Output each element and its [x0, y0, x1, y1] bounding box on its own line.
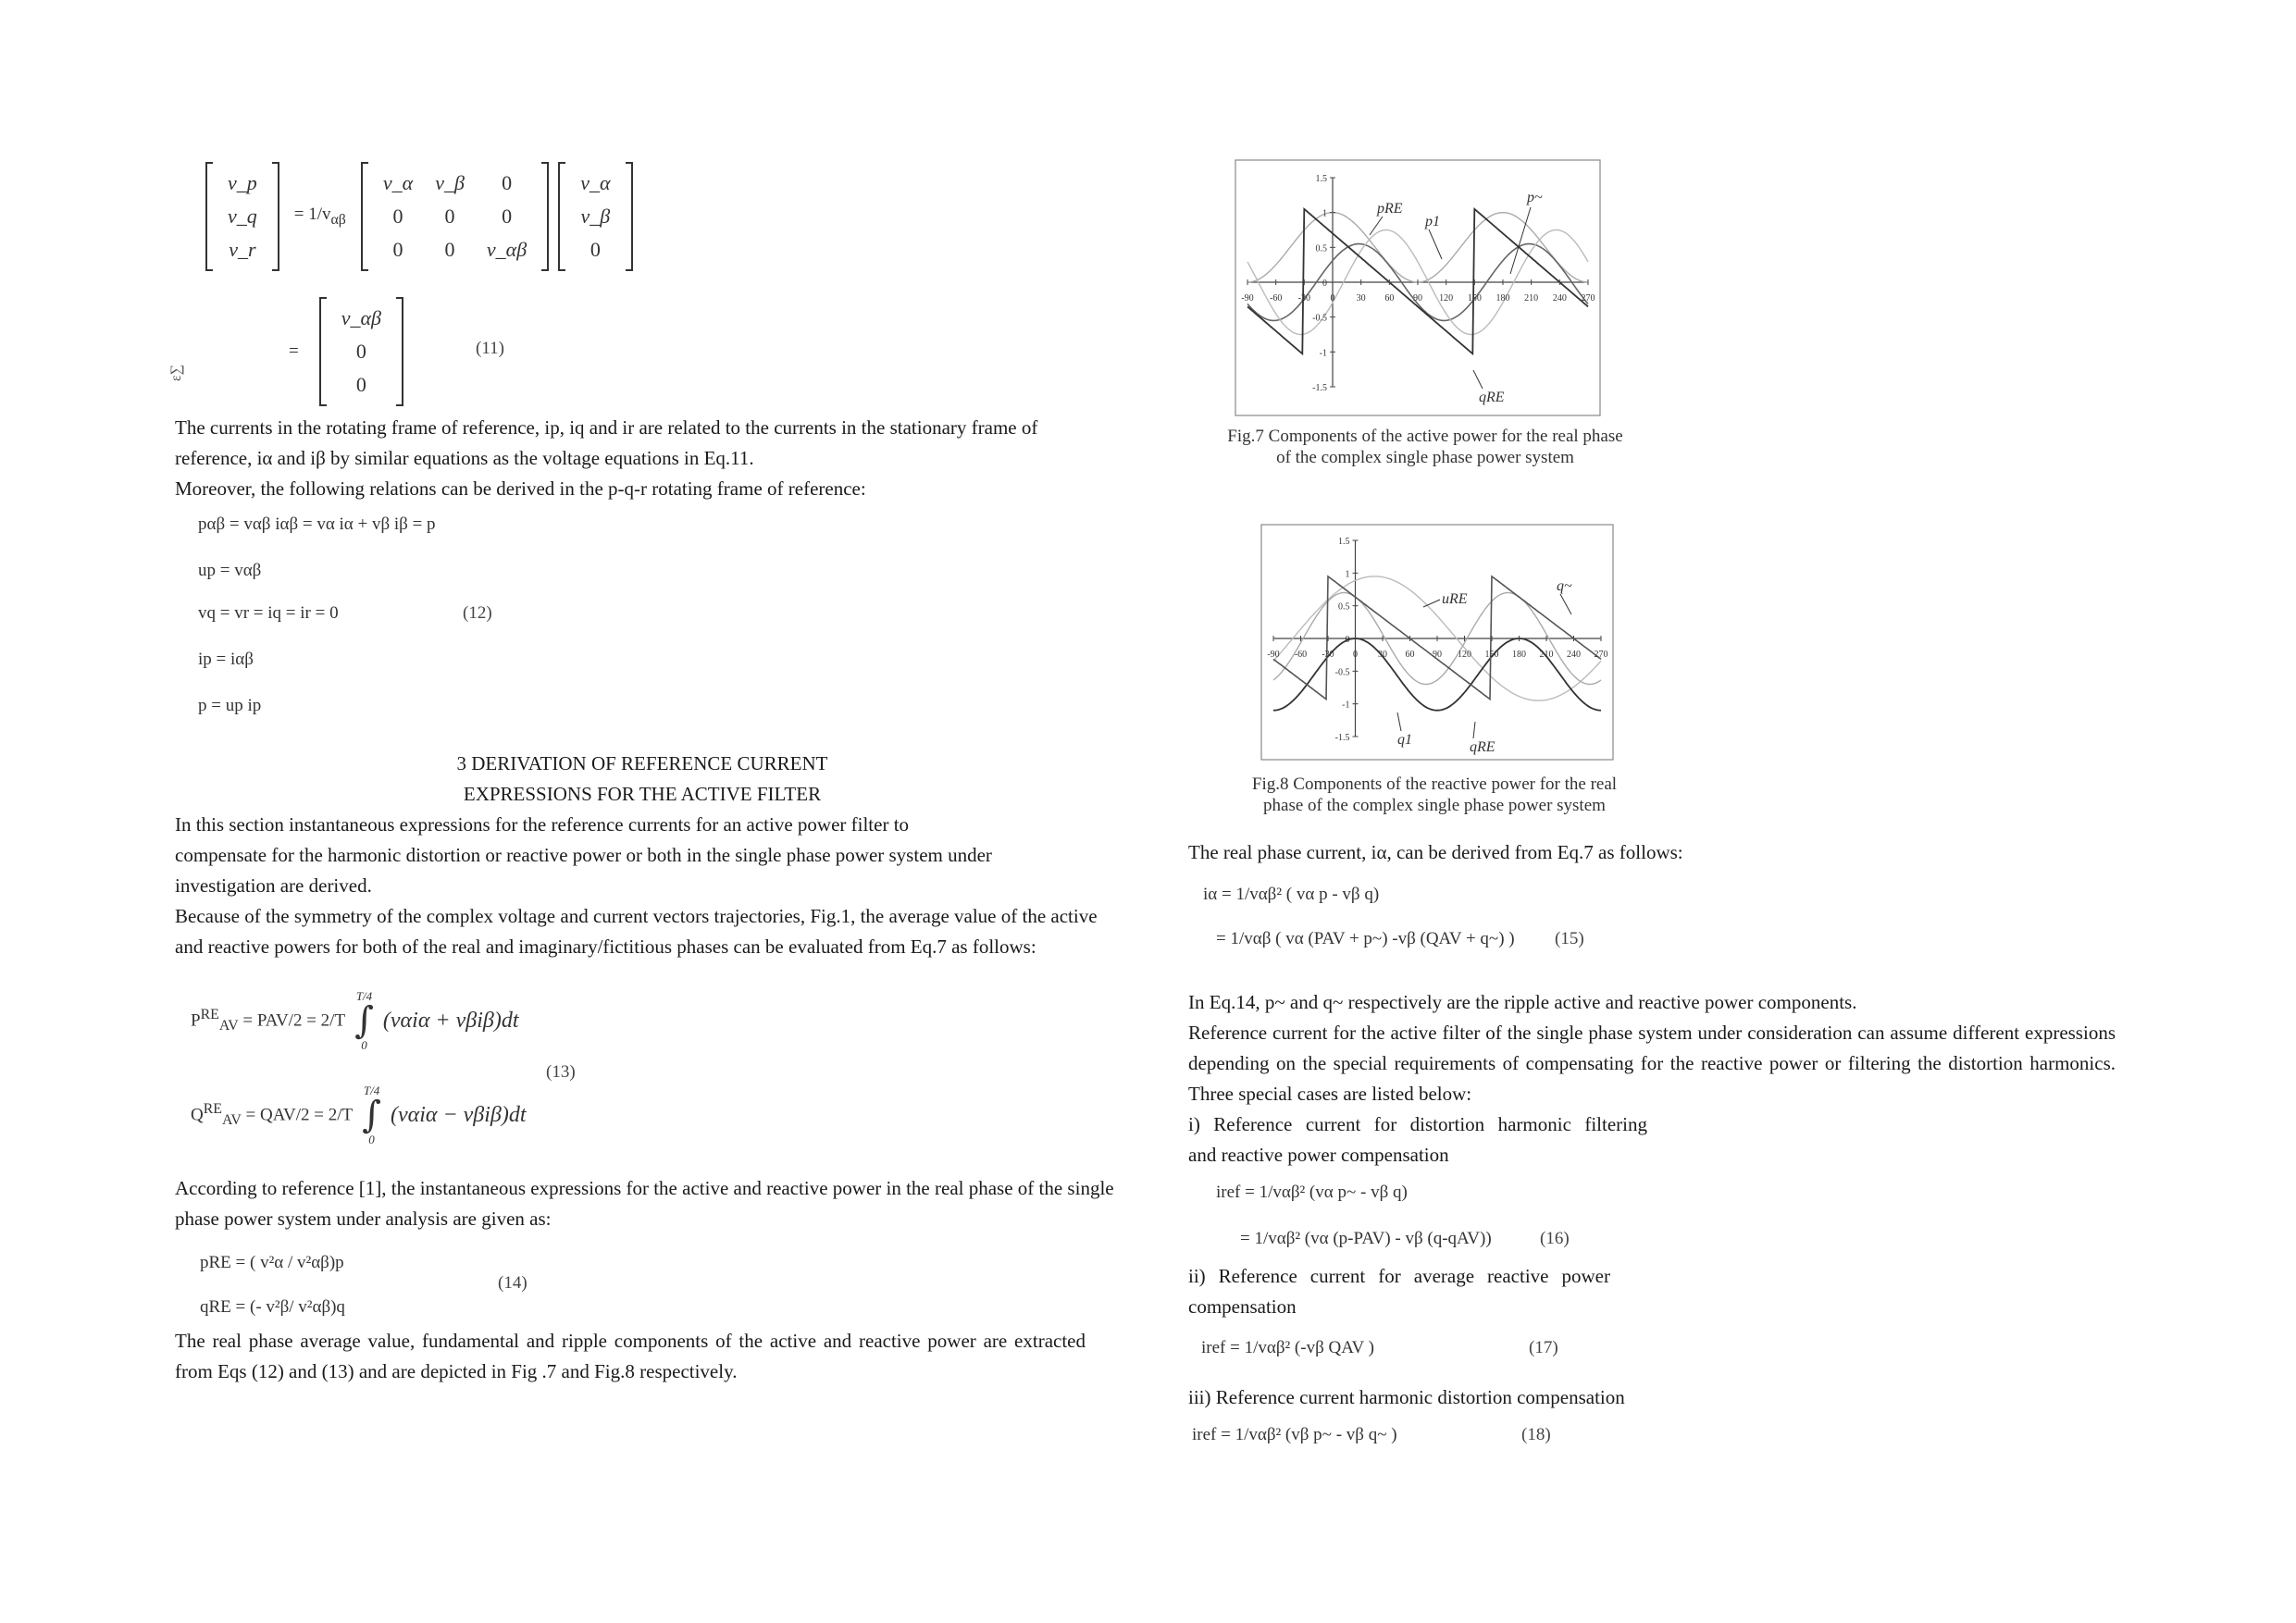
- figure-8-chart: [1260, 524, 1614, 761]
- eq13-p-integrand: (vαiα + vβiβ)dt: [382, 1008, 519, 1033]
- eq13-p-sup: RE: [200, 1006, 219, 1022]
- case-2-line-2: compensation: [1188, 1295, 1297, 1318]
- case-3: iii) Reference current harmonic distortion compensation: [1188, 1386, 1625, 1408]
- x-tick-label: 270: [1581, 293, 1595, 304]
- figure-8-caption-line-1: Fig.8 Components of the reactive power for the real: [1251, 774, 1618, 794]
- eq13-q-mid: = QAV/2 = 2/T: [241, 1105, 354, 1125]
- equation-number-11: (11): [476, 339, 504, 358]
- figure-8-caption: [1203, 774, 1666, 816]
- matrix-cell: v_r: [229, 238, 256, 261]
- label-q-ripple: q~: [1557, 578, 1572, 594]
- equation-number-13: (13): [546, 1062, 576, 1082]
- equation-number-18: (18): [1521, 1425, 1551, 1444]
- integral-sign: [354, 990, 374, 1051]
- y-tick-label: 1.5: [1338, 537, 1350, 547]
- eq13-p-symbol: P: [191, 1010, 201, 1031]
- matrix-cell: v_α: [382, 171, 414, 194]
- section-heading: [175, 749, 1110, 810]
- eq13-p-lhs: [191, 1007, 345, 1035]
- y-tick-label: -1: [1342, 700, 1350, 711]
- eq12-line-5: p = up ip: [198, 696, 262, 715]
- margin-mark: ε∑: [168, 364, 184, 381]
- matrix-cell: v_α: [580, 171, 611, 194]
- figure-8-frame: [1261, 525, 1613, 760]
- matrix-cell: v_β: [435, 171, 465, 194]
- paragraph-real-phase-current: The real phase current, iα, can be derived from Eq.7 as follows:: [1188, 841, 1683, 863]
- matrix-cell: 0: [502, 171, 513, 194]
- x-tick-label: 0: [1353, 650, 1358, 660]
- eq12-line-3: vq = vr = iq = ir = 0: [198, 603, 339, 623]
- eq12-line-2: up = vαβ: [198, 561, 262, 580]
- label-p-re: pRE: [1377, 201, 1403, 217]
- case-2-line-1: ii) Reference current for average reactive power: [1188, 1265, 1610, 1287]
- x-tick-label: -90: [1267, 650, 1280, 660]
- integral-sign: [362, 1084, 381, 1146]
- x-tick-label: -30: [1322, 650, 1334, 660]
- equation-11-result: [289, 298, 403, 405]
- label-q1: q1: [1397, 732, 1412, 748]
- eq12-line-1: pαβ = vαβ iαβ = vα iα + vβ iβ = p: [198, 514, 436, 534]
- eq13-reactive: [191, 1084, 527, 1146]
- x-tick-label: 180: [1496, 293, 1510, 304]
- integral-glyph: ∫: [362, 1094, 381, 1136]
- x-tick-label: 90: [1413, 293, 1422, 304]
- eq13-p-sub: AV: [218, 1018, 239, 1035]
- eq18-line-1: iref = 1/vαβ² (vβ p~ - vβ q~ ): [1192, 1425, 1397, 1444]
- section-heading-line-1: 3 DERIVATION OF REFERENCE CURRENT: [456, 752, 828, 774]
- matrix-cell: 0: [355, 373, 366, 396]
- y-tick-label: 0: [1322, 279, 1327, 289]
- figure-7-caption-line-2: of the complex single phase power system: [1276, 448, 1574, 467]
- eq12-line-4: ip = iαβ: [198, 650, 254, 669]
- equation-number-17: (17): [1529, 1338, 1558, 1357]
- paragraph-intro-b: compensate for the harmonic distortion or reactive power or both in the single phase power system under investigation are derived.: [175, 844, 992, 897]
- eq14-line-1: pRE = ( v²α / v²αβ)p: [200, 1253, 344, 1272]
- equation-number-15: (15): [1555, 929, 1584, 948]
- eq13-p-mid: = PAV/2 = 2/T: [238, 1010, 346, 1031]
- y-tick-label: -1.5: [1312, 383, 1327, 393]
- matrix-cell: v_αβ: [341, 306, 381, 329]
- matrix-cell: 0: [355, 340, 366, 363]
- matrix-cell: 0: [392, 204, 403, 228]
- x-tick-label: -60: [1294, 650, 1308, 660]
- label-p1: p1: [1425, 214, 1440, 229]
- eq11-equals: =: [289, 341, 299, 361]
- figure-7-frame: [1235, 160, 1600, 415]
- eq16-line-2: = 1/vαβ² (vα (p-PAV) - vβ (q-qAV)): [1240, 1229, 1492, 1248]
- lhs-vector: [205, 163, 279, 270]
- figure-8-caption-line-2: phase of the complex single phase power system: [1263, 796, 1606, 815]
- y-tick-label: -1: [1319, 348, 1327, 359]
- y-tick-label: 1.5: [1315, 174, 1327, 184]
- label-u-re: uRE: [1442, 591, 1468, 607]
- x-tick-label: 30: [1378, 650, 1387, 660]
- paragraph-ripple: In Eq.14, p~ and q~ respectively are the ripple active and reactive power components.: [1188, 991, 1857, 1013]
- eq16-line-1: iref = 1/vαβ² (vα p~ - vβ q): [1216, 1183, 1408, 1202]
- y-tick-label: 1: [1345, 569, 1350, 580]
- x-tick-label: 210: [1539, 650, 1554, 660]
- matrix-cell: v_q: [228, 204, 257, 228]
- eq13-q-integrand: (vαiα − vβiβ)dt: [390, 1102, 527, 1127]
- eq11-factor-text: = 1/v: [293, 204, 331, 225]
- y-tick-label: 0.5: [1338, 601, 1350, 613]
- y-tick-label: -0.5: [1312, 313, 1327, 324]
- eq15-line-2: = 1/vαβ ( vα (PAV + p~) -vβ (QAV + q~) ): [1216, 929, 1515, 948]
- equation-number-16: (16): [1540, 1229, 1570, 1248]
- eq13-q-symbol: Q: [191, 1105, 204, 1125]
- paragraph-intro-a: In this section instantaneous expressions for the reference currents for an active power filter to: [175, 813, 910, 836]
- y-tick-label: -1.5: [1334, 733, 1350, 743]
- x-tick-label: 240: [1552, 293, 1567, 304]
- label-q-re: qRE: [1479, 390, 1505, 405]
- x-tick-label: 90: [1433, 650, 1442, 660]
- rhs-vector: [558, 163, 632, 270]
- equation-11-matrix: [205, 163, 633, 270]
- paragraph-relations: Moreover, the following relations can be derived in the p-q-r rotating frame of reference:: [175, 477, 866, 500]
- y-tick-label: -0.5: [1334, 667, 1350, 678]
- matrix-cell: 0: [392, 238, 403, 261]
- eq13-q-sub: AV: [221, 1112, 242, 1129]
- eq15-line-1: iα = 1/vαβ² ( vα p - vβ q): [1203, 885, 1380, 904]
- matrix-cell: 0: [444, 204, 455, 228]
- lower-limit: 0: [361, 1038, 367, 1052]
- eq11-factor-sub: αβ: [330, 211, 346, 228]
- equation-number-14: (14): [498, 1273, 527, 1293]
- x-tick-label: 150: [1484, 650, 1499, 660]
- x-tick-label: -30: [1297, 293, 1311, 304]
- label-p-ripple: p~: [1527, 190, 1543, 205]
- x-tick-label: 240: [1567, 650, 1581, 660]
- equation-number-12: (12): [463, 603, 492, 623]
- x-tick-label: 150: [1467, 293, 1482, 304]
- matrix-cell: v_αβ: [486, 238, 527, 261]
- matrix-cell: 0: [444, 238, 455, 261]
- section-heading-line-2: EXPRESSIONS FOR THE ACTIVE FILTER: [463, 783, 822, 805]
- paragraph-components: The real phase average value, fundamental and ripple components of the active and reactive power are extracted from Eqs (12) and (13) and are depicted in Fig .7 and Fig.8 respectively.: [175, 1330, 1086, 1382]
- paragraph-currents: The currents in the rotating frame of reference, ip, iq and ir are related to the currents in the stationary frame of reference, iα and iβ by similar equations as the voltage equations in Eq.11.: [175, 416, 1038, 469]
- eq17-line-1: iref = 1/vαβ² (-vβ QAV ): [1201, 1338, 1374, 1357]
- x-tick-label: -90: [1241, 293, 1254, 304]
- upper-limit: T/4: [355, 989, 373, 1003]
- paragraph-symmetry: Because of the symmetry of the complex voltage and current vectors trajectories, Fig.1, the average value of the active and reactive powers for both of the real and imaginary/fictitious phases can be evaluated from Eq.7 as follows:: [175, 905, 1098, 958]
- integral-glyph: ∫: [354, 999, 374, 1042]
- label-q-re: qRE: [1470, 739, 1496, 755]
- x-tick-label: -60: [1269, 293, 1283, 304]
- x-tick-label: 30: [1356, 293, 1366, 304]
- x-tick-label: 120: [1458, 650, 1471, 660]
- x-tick-label: 180: [1512, 650, 1526, 660]
- result-vector: [319, 298, 403, 405]
- x-tick-label: 120: [1439, 293, 1454, 304]
- eq11-factor: [294, 204, 346, 229]
- figure-7-caption-line-1: Fig.7 Components of the active power for the real phase: [1227, 427, 1623, 446]
- x-tick-label: 60: [1405, 650, 1415, 660]
- eq13-q-lhs: [191, 1101, 353, 1129]
- transform-matrix: [361, 163, 549, 270]
- eq14-line-2: qRE = (- v²β/ v²αβ)q: [200, 1297, 345, 1317]
- x-tick-label: 270: [1594, 650, 1608, 660]
- figure-7-caption: [1194, 426, 1657, 468]
- eq13-active: [191, 990, 519, 1051]
- matrix-cell: 0: [502, 204, 513, 228]
- x-tick-label: 0: [1330, 293, 1335, 304]
- figure-7-chart: [1235, 159, 1601, 416]
- y-tick-label: 1: [1322, 208, 1327, 219]
- y-tick-label: 0.5: [1315, 243, 1327, 254]
- paragraph-reference: According to reference [1], the instantaneous expressions for the active and reactive power in the real phase of the single phase power system under analysis are given as:: [175, 1177, 1114, 1230]
- case-1-line-1: i) Reference current for distortion harmonic filtering: [1188, 1113, 1647, 1135]
- matrix-cell: 0: [590, 238, 601, 261]
- paragraph-reference-current: Reference current for the active filter of the single phase system under consideration can assume different expressions depending on the special requirements of compensating for the reactive power or filtering the distortion harmonics. Three special cases are listed below:: [1188, 1022, 2116, 1105]
- lower-limit: 0: [368, 1133, 375, 1146]
- x-tick-label: 60: [1384, 293, 1395, 304]
- y-tick-label: 0: [1345, 635, 1350, 645]
- upper-limit: T/4: [363, 1084, 380, 1097]
- case-1-line-2: and reactive power compensation: [1188, 1144, 1449, 1166]
- matrix-cell: v_β: [580, 204, 611, 228]
- matrix-cell: v_p: [228, 171, 257, 194]
- eq13-q-sup: RE: [203, 1100, 222, 1117]
- x-tick-label: 210: [1524, 293, 1539, 304]
